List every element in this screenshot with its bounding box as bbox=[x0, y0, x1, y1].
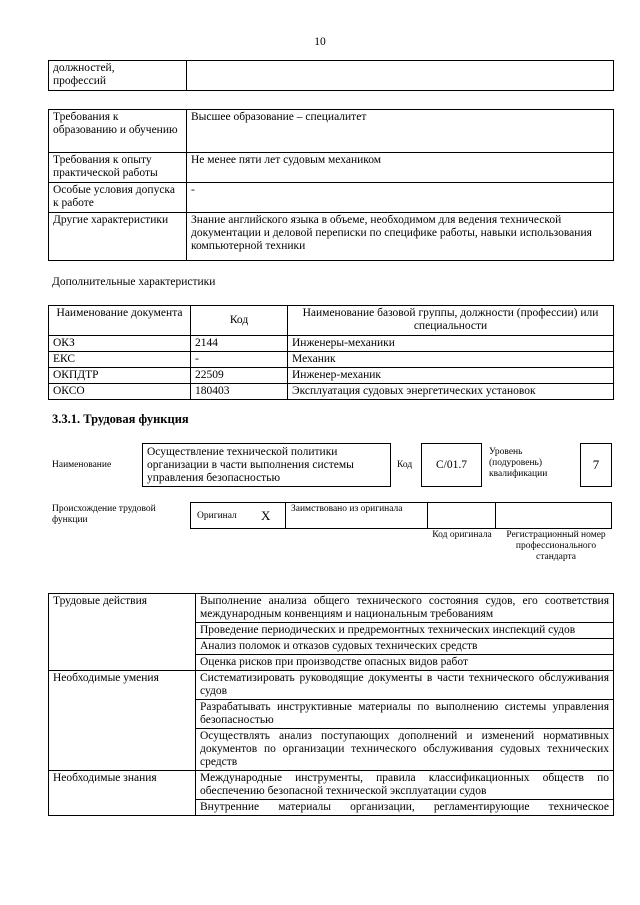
origin-box bbox=[190, 502, 612, 529]
action-item: Проведение периодических и предремонтных технических инспекций судов bbox=[196, 623, 614, 639]
page-number: 10 bbox=[314, 36, 326, 48]
function-name-value: Осуществление технической политики организации в части выполнения системы управления безопасностью bbox=[142, 443, 391, 487]
add-cell: 22509 bbox=[191, 368, 288, 384]
add-header-doc: Наименование документа bbox=[49, 306, 191, 336]
req-other-label: Другие характеристики bbox=[49, 213, 187, 261]
details-table bbox=[48, 593, 614, 816]
add-header-code: Код bbox=[191, 306, 288, 336]
add-cell: Инженер-механик bbox=[288, 368, 614, 384]
skill-item: Систематизировать руководящие документы в части технического обслуживания судов bbox=[196, 671, 614, 700]
continuation-table bbox=[48, 60, 614, 91]
borrowed-label: Заимствовано из оригинала bbox=[291, 504, 403, 514]
req-education-label: Требования к образованию и обучению bbox=[49, 110, 187, 153]
req-other-value: Знание английского языка в объеме, необходимом для ведения технической документации и деловой переписки по специфике работы, навыки использования компьютерной техники bbox=[187, 213, 614, 261]
add-cell: ОКЗ bbox=[49, 336, 191, 352]
add-cell: 2144 bbox=[191, 336, 288, 352]
table-row bbox=[49, 352, 614, 368]
origin-label: Происхождение трудовой функции bbox=[52, 504, 156, 525]
origin-code-caption: Код оригинала bbox=[432, 530, 492, 540]
additional-heading: Дополнительные характеристики bbox=[52, 276, 216, 288]
action-item: Выполнение анализа общего технического состояния судов, его соответствия международным конвенциям и национальным требованиям bbox=[196, 594, 614, 623]
original-mark: X bbox=[261, 508, 271, 523]
knowledge-label: Необходимые знания bbox=[49, 771, 196, 816]
divider bbox=[427, 503, 428, 528]
action-item: Анализ поломок и отказов судовых технических средств bbox=[196, 639, 614, 655]
add-cell: - bbox=[191, 352, 288, 368]
requirements-table bbox=[48, 109, 614, 261]
add-cell: ОКПДТР bbox=[49, 368, 191, 384]
level-label: Уровень (подуровень) квалификации bbox=[489, 447, 548, 479]
skill-item: Разрабатывать инструктивные материалы по выполнению системы управления безопасностью bbox=[196, 700, 614, 729]
function-name-label: Наименование bbox=[52, 460, 112, 470]
table-row bbox=[49, 384, 614, 400]
function-code-value: C/01.7 bbox=[421, 443, 482, 487]
add-cell: ЕКС bbox=[49, 352, 191, 368]
knowledge-item: Внутренние материалы организации, регламентирующие техническое bbox=[196, 800, 614, 816]
reg-number-caption: Регистрационный номер профессионального стандарта bbox=[506, 530, 606, 562]
req-experience-label: Требования к опыту практической работы bbox=[49, 153, 187, 183]
add-header-name: Наименование базовой группы, должности (профессии) или специальности bbox=[288, 306, 614, 336]
cont-label: должностей, профессий bbox=[49, 61, 187, 91]
actions-label: Трудовые действия bbox=[49, 594, 196, 671]
req-conditions-value: - bbox=[187, 183, 614, 213]
additional-table bbox=[48, 305, 614, 400]
req-experience-value: Не менее пяти лет судовым механиком bbox=[187, 153, 614, 183]
skills-label: Необходимые умения bbox=[49, 671, 196, 771]
add-cell: ОКСО bbox=[49, 384, 191, 400]
table-row bbox=[49, 336, 614, 352]
add-cell: Механик bbox=[288, 352, 614, 368]
divider bbox=[495, 503, 496, 528]
add-cell: Эксплуатация судовых энергетических установок bbox=[288, 384, 614, 400]
table-row bbox=[49, 368, 614, 384]
level-value: 7 bbox=[580, 443, 612, 487]
function-code-label: Код bbox=[397, 460, 413, 470]
req-conditions-label: Особые условия допуска к работе bbox=[49, 183, 187, 213]
function-heading: 3.3.1. Трудовая функция bbox=[52, 412, 189, 426]
knowledge-item: Международные инструменты, правила классификационных обществ по обеспечению безопасной технической эксплуатации судов bbox=[196, 771, 614, 800]
add-cell: 180403 bbox=[191, 384, 288, 400]
action-item: Оценка рисков при производстве опасных видов работ bbox=[196, 655, 614, 671]
req-education-value: Высшее образование – специалитет bbox=[187, 110, 614, 153]
add-cell: Инженеры-механики bbox=[288, 336, 614, 352]
skill-item: Осуществлять анализ поступающих дополнений и изменений нормативных документов по организации технического обслуживания судовых технических средств bbox=[196, 729, 614, 771]
original-label: Оригинал bbox=[197, 511, 237, 521]
divider bbox=[285, 503, 286, 528]
cont-value bbox=[187, 61, 614, 91]
